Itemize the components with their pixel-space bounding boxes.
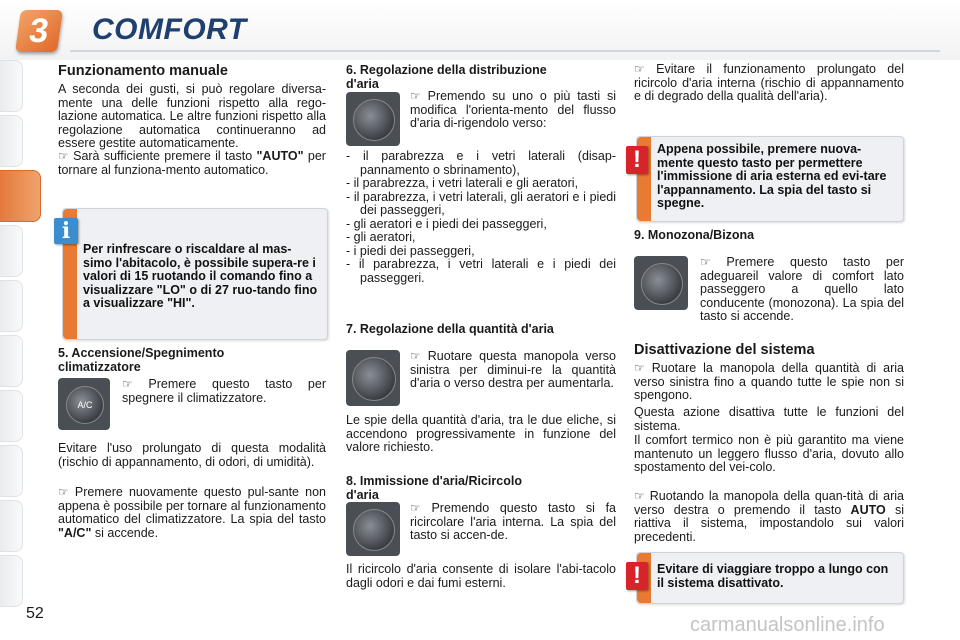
info-icon: i xyxy=(54,218,78,244)
side-tab-8[interactable] xyxy=(0,445,23,497)
list-item: - gli aeratori e i piedi dei passeggeri, xyxy=(346,218,616,232)
warning-box-2-text: Evitare di viaggiare troppo a lungo con il sistema disattivato. xyxy=(657,562,889,590)
warning-box-1-text: Appena possibile, premere nuova-mente questo tasto per permettere l'immissione di aria esterna ed evi-tare l'appannamento. La spia del tasto si spegne. xyxy=(657,142,887,210)
item8-text: ☞ Premendo questo tasto si fa ricircolare l'aria interna. La spia del tasto si accen-de. xyxy=(410,501,616,542)
item7-text: ☞ Ruotare questa manopola verso sinistra per diminui-re la quantità d'aria o verso destra per aumentarla. xyxy=(410,349,617,390)
recirculation-icon xyxy=(353,509,395,551)
side-tab-5[interactable] xyxy=(0,280,23,332)
item6-text: ☞ Premendo su uno o più tasti si modifica l'orienta-mento del flusso d'aria di-rigendolo verso: xyxy=(410,89,616,130)
warning-box-1 xyxy=(636,136,904,222)
chapter-number-badge: 3 xyxy=(15,10,63,52)
auto-key-label: "AUTO" xyxy=(256,149,304,163)
warning-icon: ! xyxy=(626,562,648,590)
hand-pointer-icon: ☞ xyxy=(634,361,645,375)
info-box-text: Per rinfrescare o riscaldare al mas-simo l'abitacolo, è possibile supera-re i valori di 15 ruotando il comando fino a visualizzare "LO" o di 27 ruo-tando fino a visualizzare "HI". xyxy=(83,242,318,310)
again-bullet: ☞ Premere nuovamente questo pul-sante non appena è possibile per tornare al funzionamento automatico del climatizzatore. La spia del tasto "A/C" si accende. xyxy=(58,485,326,540)
disable-bullet-2: ☞ Ruotando la manopola della quan-tità di aria verso destra o premendo il tasto AUTO si riattiva il sistema, impostandolo sui valori precedenti. xyxy=(634,489,904,544)
item5-text: ☞ Premere questo tasto per spegnere il climatizzatore. xyxy=(122,377,326,405)
item9-text: ☞ Premere questo tasto per adeguareil valore di comfort lato passeggero a quello lato conducente (monozona). La spia del tasto si accende. xyxy=(700,255,904,323)
side-tab-4[interactable] xyxy=(0,225,23,277)
page-number: 52 xyxy=(26,605,44,622)
disable-note-2: Il comfort termico non è più garantito ma viene mantenuto un leggero flusso d'aria, dovuto allo spostamento del vei-colo. xyxy=(634,433,904,474)
distribution-list xyxy=(346,150,616,285)
recirculation-button-image xyxy=(346,502,400,556)
disable-bullet-1: ☞ Ruotare la manopola della quantità di aria verso sinistra fino a quando tutte le spie non si spengono. xyxy=(634,361,904,402)
info-box xyxy=(62,208,328,340)
item5-title: 5. Accensione/Spegnimento climatizzatore xyxy=(58,346,225,374)
monozone-button-image xyxy=(634,256,688,310)
distribution-button-image xyxy=(346,92,400,146)
hand-pointer-icon: ☞ xyxy=(410,89,421,103)
hand-pointer-icon: ☞ xyxy=(634,489,645,503)
disable-note: Questa azione disattiva tutte le funzioni del sistema. xyxy=(634,405,904,433)
hand-pointer-icon: ☞ xyxy=(410,501,421,515)
warning-box-2 xyxy=(636,552,904,604)
header-divider xyxy=(70,50,940,52)
hand-pointer-icon: ☞ xyxy=(700,255,711,269)
avoid-recirc-bullet: ☞ Evitare il funzionamento prolungato del ricircolo d'aria interna (rischio di appannamento e di degrado della qualità dell'aria). xyxy=(634,62,904,103)
side-tab-1[interactable] xyxy=(0,60,23,112)
list-item: - il parabrezza, i vetri laterali e i piedi dei passeggeri. xyxy=(346,258,616,285)
list-item: - il parabrezza, i vetri laterali, gli aeratori e i piedi dei passeggeri, xyxy=(346,191,616,218)
watermark: carmanualsonline.info xyxy=(690,614,885,636)
list-item: - i piedi dei passeggeri, xyxy=(346,245,616,259)
side-tab-2[interactable] xyxy=(0,115,23,167)
item7-note: Le spie della quantità d'aria, tra le due eliche, si accendono progressivamente in funzione del valore richiesto. xyxy=(346,413,616,454)
side-tab-9[interactable] xyxy=(0,500,23,552)
item9-title: 9. Monozona/Bizona xyxy=(634,228,755,242)
air-quantity-knob-icon xyxy=(352,357,396,401)
distribution-knob-icon xyxy=(353,99,395,141)
item7-title: 7. Regolazione della quantità d'aria xyxy=(346,322,554,336)
chapter-title: COMFORT xyxy=(92,13,247,46)
ac-button-image xyxy=(58,378,110,430)
intro-paragraph: A seconda dei gusti, si può regolare diversa-mente una delle funzioni rispetto alla rego-lazione automatica. Le altre funzioni rispetto alla regolazione automatica continueranno ad essere gestite automaticamente. xyxy=(58,82,326,150)
list-item: - il parabrezza, i vetri laterali e gli aeratori, xyxy=(346,177,616,191)
item6-title: 6. Regolazione della distribuzione d'aria xyxy=(346,63,547,91)
disable-section-title: Disattivazione del sistema xyxy=(634,342,815,358)
hand-pointer-icon: ☞ xyxy=(634,62,645,76)
side-tab-active[interactable] xyxy=(0,170,41,222)
hand-pointer-icon: ☞ xyxy=(58,149,69,163)
air-quantity-knob-image xyxy=(346,350,400,406)
warning-icon: ! xyxy=(626,146,648,174)
side-tab-7[interactable] xyxy=(0,390,23,442)
section-title-manual: Funzionamento manuale xyxy=(58,63,228,79)
hand-pointer-icon: ☞ xyxy=(410,349,421,363)
side-tab-6[interactable] xyxy=(0,335,23,387)
ac-label: A/C xyxy=(66,386,104,424)
list-item: - il parabrezza e i vetri laterali (disap-pannamento o sbrinamento), xyxy=(346,150,616,177)
auto-bullet: ☞ Sarà sufficiente premere il tasto "AUTO" per tornare al funziona-mento automatico. xyxy=(58,149,326,177)
hand-pointer-icon: ☞ xyxy=(122,377,133,391)
item8-note: Il ricircolo d'aria consente di isolare l'abi-tacolo dagli odori e dai fumi esterni. xyxy=(346,562,616,590)
side-tab-10[interactable] xyxy=(0,555,23,607)
list-item: - gli aeratori, xyxy=(346,231,616,245)
hand-pointer-icon: ☞ xyxy=(58,485,69,499)
ac-key-label: "A/C" xyxy=(58,525,92,540)
monozone-icon xyxy=(641,263,683,305)
avoid-ac-paragraph: Evitare l'uso prolungato di questa modalità (rischio di appannamento, di odori, di umidità). xyxy=(58,441,326,469)
item8-title: 8. Immissione d'aria/Ricircolo d'aria xyxy=(346,474,522,502)
auto-key-label: AUTO xyxy=(850,502,886,517)
